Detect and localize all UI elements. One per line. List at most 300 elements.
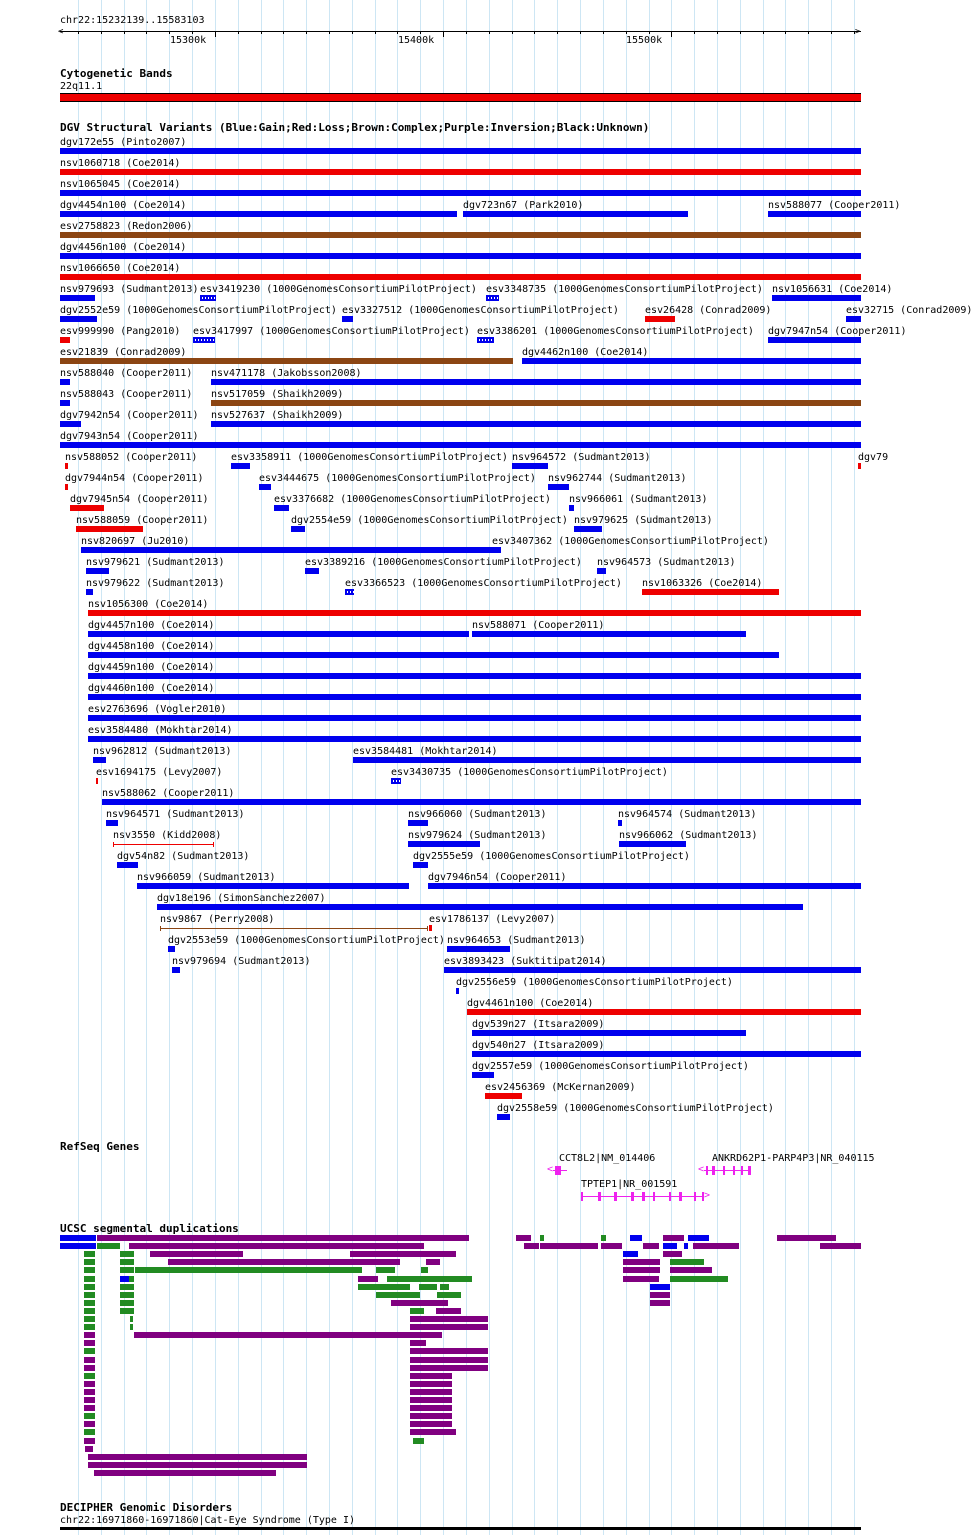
- ruler-minor-tick: [261, 31, 262, 34]
- segdup-feature[interactable]: [650, 1284, 670, 1290]
- dgv-feature-bar[interactable]: [70, 505, 104, 511]
- segdup-feature[interactable]: [391, 1300, 448, 1306]
- segdup-feature[interactable]: [670, 1267, 712, 1273]
- gridline: [785, 0, 786, 1535]
- segdup-feature[interactable]: [410, 1397, 452, 1403]
- ruler-right-arrow: >: [855, 27, 861, 37]
- dgv-feature-bar[interactable]: [86, 589, 93, 595]
- dgv-feature-bar[interactable]: [858, 463, 861, 469]
- gene-exon[interactable]: [581, 1192, 583, 1201]
- dgv-feature-bar[interactable]: [157, 904, 803, 910]
- dgv-feature-bar[interactable]: [618, 820, 622, 826]
- segdup-feature[interactable]: [426, 1259, 440, 1265]
- dgv-feature-bar[interactable]: [81, 547, 494, 553]
- segdup-feature[interactable]: [84, 1373, 95, 1379]
- segdup-track-title[interactable]: UCSC segmental duplications: [60, 1222, 239, 1235]
- segdup-feature[interactable]: [130, 1316, 133, 1322]
- gridline: [740, 0, 741, 1535]
- segdup-feature[interactable]: [120, 1251, 134, 1257]
- segdup-feature[interactable]: [60, 1243, 96, 1249]
- dgv-feature-bar[interactable]: [472, 1051, 861, 1057]
- segdup-feature[interactable]: [688, 1235, 709, 1241]
- segdup-feature[interactable]: [410, 1373, 452, 1379]
- dgv-feature-label: nsv962744 (Sudmant2013): [548, 473, 687, 484]
- segdup-feature[interactable]: [413, 1438, 424, 1444]
- segdup-feature[interactable]: [540, 1243, 598, 1249]
- dgv-feature-label: dgv2554e59 (1000GenomesConsortiumPilotProject): [291, 515, 568, 526]
- segdup-feature[interactable]: [410, 1429, 456, 1435]
- dgv-feature-bar[interactable]: [463, 211, 688, 217]
- segdup-feature[interactable]: [623, 1259, 660, 1265]
- decipher-track-title[interactable]: DECIPHER Genomic Disorders: [60, 1501, 233, 1514]
- dgv-feature-bar[interactable]: [408, 820, 428, 826]
- dgv-feature-bar[interactable]: [467, 1009, 861, 1015]
- dgv-feature-bar[interactable]: [60, 316, 97, 322]
- ruler-minor-tick: [192, 31, 193, 34]
- dgv-feature-mark: [195, 339, 196, 341]
- dgv-feature-bar[interactable]: [485, 1093, 522, 1099]
- segdup-feature[interactable]: [410, 1348, 488, 1354]
- segdup-feature[interactable]: [516, 1235, 531, 1241]
- segdup-feature[interactable]: [84, 1413, 95, 1419]
- dgv-feature-label: esv26428 (Conrad2009): [645, 305, 772, 316]
- dgv-feature-bar[interactable]: [569, 505, 574, 511]
- dgv-feature-mark: [198, 339, 199, 341]
- dgv-feature-end: [427, 926, 428, 931]
- segdup-feature[interactable]: [84, 1276, 95, 1282]
- dgv-feature-bar[interactable]: [117, 862, 138, 868]
- dgv-feature-label: nsv966061 (Sudmant2013): [569, 494, 708, 505]
- segdup-feature[interactable]: [88, 1462, 307, 1468]
- ruler-minor-tick: [124, 31, 125, 34]
- dgv-feature-label: dgv7943n54 (Cooper2011): [60, 431, 199, 442]
- dgv-feature-bar[interactable]: [102, 799, 861, 805]
- dgv-feature-bar[interactable]: [88, 715, 861, 721]
- gene-exon[interactable]: [669, 1192, 671, 1201]
- dgv-feature-bar[interactable]: [168, 946, 175, 952]
- dgv-feature-bar[interactable]: [305, 568, 319, 574]
- gridline: [238, 0, 239, 1535]
- dgv-feature-mark: [204, 339, 205, 341]
- dgv-feature-bar[interactable]: [274, 505, 289, 511]
- ruler-minor-tick: [352, 31, 353, 34]
- segdup-feature[interactable]: [60, 1235, 96, 1241]
- dgv-feature-bar[interactable]: [88, 736, 861, 742]
- dgv-feature-bar[interactable]: [137, 883, 409, 889]
- dgv-feature-bar[interactable]: [88, 610, 861, 616]
- gene-label: CCT8L2|NM_014406: [559, 1153, 656, 1164]
- segdup-feature[interactable]: [135, 1267, 362, 1273]
- dgv-feature-bar[interactable]: [88, 631, 469, 637]
- ruler-minor-tick: [557, 31, 558, 34]
- dgv-feature-label: dgv7947n54 (Cooper2011): [768, 326, 907, 337]
- segdup-feature[interactable]: [358, 1284, 410, 1290]
- dgv-feature-bar[interactable]: [60, 232, 861, 238]
- dgv-feature-bar[interactable]: [447, 946, 510, 952]
- dgv-feature-label: nsv1056631 (Coe2014): [772, 284, 893, 295]
- segdup-feature[interactable]: [120, 1259, 134, 1265]
- segdup-feature[interactable]: [84, 1365, 95, 1371]
- ruler-left-arrow: <: [58, 27, 64, 37]
- gene-exon[interactable]: [706, 1166, 708, 1175]
- dgv-feature-label: nsv962812 (Sudmant2013): [93, 746, 232, 757]
- dgv-feature-label: nsv979625 (Sudmant2013): [574, 515, 713, 526]
- ruler-minor-tick: [78, 31, 79, 34]
- segdup-feature[interactable]: [440, 1284, 449, 1290]
- dgv-feature-bar[interactable]: [768, 211, 861, 217]
- dgv-feature-label: esv2763696 (Vogler2010): [88, 704, 227, 715]
- dgv-feature-label: esv3584481 (Mokhtar2014): [353, 746, 498, 757]
- dgv-feature-label: esv3376682 (1000GenomesConsortiumPilotProject): [274, 494, 551, 505]
- segdup-feature[interactable]: [693, 1243, 739, 1249]
- segdup-feature[interactable]: [663, 1251, 682, 1257]
- dgv-feature-bar[interactable]: [772, 295, 861, 301]
- dgv-feature-bar[interactable]: [428, 883, 861, 889]
- dgv-feature-bar[interactable]: [472, 1072, 494, 1078]
- segdup-feature[interactable]: [129, 1284, 134, 1290]
- dgv-feature-bar[interactable]: [472, 631, 746, 637]
- segdup-feature[interactable]: [643, 1243, 659, 1249]
- dgv-feature-label: esv32715 (Conrad2009): [846, 305, 972, 316]
- dgv-feature-bar[interactable]: [408, 841, 480, 847]
- dgv-feature-label: esv3430735 (1000GenomesConsortiumPilotProject): [391, 767, 668, 778]
- ruler-tick-label: 15400k: [398, 35, 435, 46]
- segdup-feature[interactable]: [437, 1292, 461, 1298]
- dgv-feature-label: nsv966059 (Sudmant2013): [137, 872, 276, 883]
- segdup-feature[interactable]: [84, 1284, 95, 1290]
- segdup-feature[interactable]: [376, 1267, 395, 1273]
- dgv-feature-end: [160, 926, 161, 931]
- segdup-feature[interactable]: [168, 1259, 400, 1265]
- cytoband-bar[interactable]: [60, 93, 861, 102]
- segdup-feature[interactable]: [670, 1276, 728, 1282]
- dgv-feature-label: nsv588077 (Cooper2011): [768, 200, 901, 211]
- segdup-feature[interactable]: [130, 1324, 133, 1330]
- dgv-feature-mark: [201, 339, 202, 341]
- gene-exon[interactable]: [631, 1192, 634, 1201]
- dgv-feature-bar[interactable]: [492, 547, 501, 553]
- dgv-feature-mark: [399, 780, 400, 782]
- dgv-feature-bar[interactable]: [65, 463, 68, 469]
- segdup-feature[interactable]: [684, 1243, 688, 1249]
- dgv-feature-label: nsv979624 (Sudmant2013): [408, 830, 547, 841]
- dgv-feature-label: dgv4454n100 (Coe2014): [60, 200, 187, 211]
- segdup-feature[interactable]: [84, 1316, 95, 1322]
- segdup-feature[interactable]: [436, 1308, 461, 1314]
- dgv-feature-bar[interactable]: [353, 757, 861, 763]
- dgv-track-title[interactable]: DGV Structural Variants (Blue:Gain;Red:Loss;Brown:Complex;Purple:Inversion;Black:Unknown): [60, 121, 650, 134]
- dgv-feature-mark: [350, 591, 351, 593]
- ruler-minor-tick: [740, 31, 741, 34]
- dgv-feature-label: esv999990 (Pang2010): [60, 326, 181, 337]
- segdup-feature[interactable]: [84, 1397, 95, 1403]
- dgv-feature-mark: [353, 591, 354, 593]
- dgv-feature-label: dgv2555e59 (1000GenomesConsortiumPilotProject): [413, 851, 690, 862]
- dgv-feature-bar[interactable]: [93, 757, 106, 763]
- dgv-feature-mark: [393, 780, 394, 782]
- segdup-feature[interactable]: [85, 1446, 93, 1452]
- segdup-feature[interactable]: [88, 1454, 307, 1460]
- dgv-feature-label: esv3444675 (1000GenomesConsortiumPilotProject): [259, 473, 536, 484]
- segdup-feature[interactable]: [84, 1292, 95, 1298]
- segdup-feature[interactable]: [94, 1470, 276, 1476]
- ruler-minor-tick: [397, 31, 398, 34]
- dgv-feature-bar[interactable]: [512, 463, 548, 469]
- segdup-feature[interactable]: [410, 1340, 426, 1346]
- ruler-minor-tick: [101, 31, 102, 34]
- gridline: [854, 0, 855, 1535]
- segdup-feature[interactable]: [663, 1243, 677, 1249]
- dgv-feature-label: esv3348735 (1000GenomesConsortiumPilotProject): [486, 284, 763, 295]
- decipher-feature-bar[interactable]: [60, 1527, 861, 1530]
- dgv-feature-line[interactable]: [160, 928, 428, 929]
- dgv-feature-mark: [396, 780, 397, 782]
- dgv-feature-bar[interactable]: [172, 967, 180, 973]
- segdup-feature[interactable]: [134, 1332, 442, 1338]
- segdup-feature[interactable]: [84, 1340, 95, 1346]
- segdup-feature[interactable]: [84, 1429, 95, 1435]
- dgv-feature-label: nsv471178 (Jakobsson2008): [211, 368, 362, 379]
- dgv-feature-label: nsv517059 (Shaikh2009): [211, 389, 344, 400]
- dgv-feature-label: nsv1066650 (Coe2014): [60, 263, 181, 274]
- segdup-feature[interactable]: [410, 1389, 452, 1395]
- dgv-feature-bar[interactable]: [413, 862, 428, 868]
- gene-exon[interactable]: [694, 1192, 696, 1201]
- gene-exon[interactable]: [598, 1192, 601, 1201]
- segdup-feature[interactable]: [410, 1405, 452, 1411]
- dgv-feature-bar[interactable]: [60, 169, 861, 175]
- gridline: [763, 0, 764, 1535]
- dgv-feature-bar[interactable]: [60, 190, 861, 196]
- segdup-feature[interactable]: [410, 1357, 488, 1363]
- segdup-feature[interactable]: [670, 1259, 704, 1265]
- dgv-feature-bar[interactable]: [597, 568, 606, 574]
- gridline: [808, 0, 809, 1535]
- ruler-minor-tick: [717, 31, 718, 34]
- segdup-feature[interactable]: [84, 1267, 95, 1273]
- segdup-feature[interactable]: [358, 1276, 378, 1282]
- segdup-feature[interactable]: [387, 1276, 472, 1282]
- segdup-feature[interactable]: [540, 1235, 544, 1241]
- segdup-feature[interactable]: [630, 1235, 642, 1241]
- segdup-feature[interactable]: [650, 1300, 670, 1306]
- dgv-feature-label: dgv4459n100 (Coe2014): [88, 662, 215, 673]
- segdup-feature[interactable]: [623, 1251, 638, 1257]
- cytoband-track-title[interactable]: Cytogenetic Bands: [60, 67, 173, 80]
- segdup-feature[interactable]: [650, 1292, 670, 1298]
- segdup-feature[interactable]: [84, 1324, 95, 1330]
- dgv-feature-bar[interactable]: [86, 568, 109, 574]
- dgv-feature-label: nsv3550 (Kidd2008): [113, 830, 222, 841]
- segdup-feature[interactable]: [524, 1243, 539, 1249]
- dgv-feature-bar[interactable]: [60, 379, 70, 385]
- segdup-feature[interactable]: [150, 1251, 243, 1257]
- dgv-feature-label: dgv2553e59 (1000GenomesConsortiumPilotProject): [168, 935, 445, 946]
- dgv-feature-bar[interactable]: [60, 442, 861, 448]
- dgv-feature-bar[interactable]: [96, 778, 98, 784]
- segdup-feature[interactable]: [410, 1421, 452, 1427]
- strand-left-arrow: <: [698, 1164, 705, 1175]
- dgv-feature-bar[interactable]: [444, 967, 861, 973]
- segdup-feature[interactable]: [120, 1267, 134, 1273]
- segdup-feature[interactable]: [84, 1421, 95, 1427]
- dgv-feature-label: dgv4458n100 (Coe2014): [88, 641, 215, 652]
- gene-exon[interactable]: [741, 1166, 743, 1175]
- dgv-feature-mark: [205, 297, 206, 299]
- segdup-feature[interactable]: [84, 1405, 95, 1411]
- dgv-feature-bar[interactable]: [60, 400, 70, 406]
- gene-exon[interactable]: [555, 1166, 561, 1175]
- dgv-feature-bar[interactable]: [211, 421, 861, 427]
- dgv-feature-bar[interactable]: [548, 484, 569, 490]
- segdup-feature[interactable]: [84, 1308, 95, 1314]
- dgv-feature-label: dgv540n27 (Itsara2009): [472, 1040, 605, 1051]
- segdup-feature[interactable]: [410, 1308, 424, 1314]
- dgv-feature-bar[interactable]: [291, 526, 305, 532]
- dgv-feature-mark: [491, 297, 492, 299]
- segdup-feature[interactable]: [120, 1300, 134, 1306]
- dgv-feature-bar[interactable]: [60, 358, 513, 364]
- dgv-feature-label: nsv9867 (Perry2008): [160, 914, 275, 925]
- segdup-feature[interactable]: [129, 1243, 424, 1249]
- dgv-feature-bar[interactable]: [429, 925, 432, 931]
- dgv-feature-bar[interactable]: [60, 421, 81, 427]
- segdup-feature[interactable]: [84, 1348, 95, 1354]
- dgv-feature-bar[interactable]: [211, 379, 861, 385]
- gene-exon[interactable]: [733, 1166, 735, 1175]
- dgv-feature-bar[interactable]: [846, 316, 861, 322]
- segdup-feature[interactable]: [410, 1381, 452, 1387]
- cytoband-label: 22q11.1: [60, 81, 103, 92]
- dgv-feature-bar[interactable]: [619, 841, 686, 847]
- dgv-feature-bar[interactable]: [106, 820, 118, 826]
- dgv-feature-bar[interactable]: [60, 211, 457, 217]
- dgv-feature-bar[interactable]: [497, 1114, 510, 1120]
- ruler-minor-tick: [580, 31, 581, 34]
- segdup-feature[interactable]: [410, 1413, 452, 1419]
- gene-exon[interactable]: [748, 1166, 751, 1175]
- dgv-feature-bar[interactable]: [88, 652, 779, 658]
- dgv-feature-bar[interactable]: [76, 526, 143, 532]
- ruler-minor-tick: [649, 31, 650, 34]
- ruler-tick-label: 15500k: [626, 35, 663, 46]
- dgv-feature-bar[interactable]: [645, 316, 675, 322]
- segdup-feature[interactable]: [663, 1235, 684, 1241]
- segdup-feature[interactable]: [84, 1389, 95, 1395]
- gene-exon[interactable]: [679, 1192, 682, 1201]
- segdup-feature[interactable]: [84, 1381, 95, 1387]
- dgv-feature-label: dgv723n67 (Park2010): [463, 200, 584, 211]
- segdup-feature[interactable]: [84, 1251, 95, 1257]
- segdup-feature[interactable]: [350, 1251, 456, 1257]
- segdup-feature[interactable]: [623, 1276, 659, 1282]
- segdup-feature[interactable]: [376, 1292, 420, 1298]
- dgv-feature-bar[interactable]: [60, 295, 95, 301]
- dgv-feature-bar[interactable]: [456, 988, 459, 994]
- dgv-feature-bar[interactable]: [522, 358, 861, 364]
- segdup-feature[interactable]: [84, 1438, 95, 1444]
- dgv-feature-line[interactable]: [113, 844, 214, 845]
- dgv-feature-bar[interactable]: [472, 1030, 746, 1036]
- segdup-feature[interactable]: [410, 1316, 488, 1322]
- dgv-feature-mark: [491, 339, 492, 341]
- ruler-minor-tick: [694, 31, 695, 34]
- gene-exon[interactable]: [712, 1166, 715, 1175]
- segdup-feature[interactable]: [84, 1357, 95, 1363]
- ruler-minor-tick: [375, 31, 376, 34]
- dgv-feature-bar[interactable]: [60, 253, 861, 259]
- dgv-feature-bar[interactable]: [231, 463, 250, 469]
- segdup-feature[interactable]: [820, 1243, 861, 1249]
- dgv-feature-bar[interactable]: [88, 694, 861, 700]
- gene-exon[interactable]: [642, 1192, 645, 1201]
- dgv-feature-label: dgv7942n54 (Cooper2011): [60, 410, 199, 421]
- segdup-feature[interactable]: [97, 1243, 120, 1249]
- segdup-feature[interactable]: [419, 1284, 437, 1290]
- segdup-feature[interactable]: [421, 1267, 428, 1273]
- dgv-feature-label: esv3417997 (1000GenomesConsortiumPilotProject): [193, 326, 470, 337]
- gridline: [717, 0, 718, 1535]
- segdup-feature[interactable]: [129, 1276, 134, 1282]
- segdup-feature[interactable]: [120, 1308, 134, 1314]
- dgv-feature-label: nsv588062 (Cooper2011): [102, 788, 235, 799]
- dgv-feature-label: nsv966062 (Sudmant2013): [619, 830, 758, 841]
- segdup-feature[interactable]: [120, 1292, 134, 1298]
- segdup-feature[interactable]: [777, 1235, 836, 1241]
- segdup-feature[interactable]: [601, 1243, 622, 1249]
- segdup-feature[interactable]: [120, 1276, 129, 1282]
- ruler-minor-tick: [534, 31, 535, 34]
- strand-left-arrow: <: [547, 1164, 554, 1175]
- dgv-feature-label: esv3327512 (1000GenomesConsortiumPilotProject): [342, 305, 619, 316]
- segdup-feature[interactable]: [84, 1300, 95, 1306]
- dgv-feature-bar[interactable]: [88, 673, 861, 679]
- segdup-feature[interactable]: [623, 1267, 660, 1273]
- dgv-feature-bar[interactable]: [259, 484, 271, 490]
- gene-exon[interactable]: [653, 1192, 655, 1201]
- dgv-feature-bar[interactable]: [60, 337, 70, 343]
- dgv-feature-label: nsv527637 (Shaikh2009): [211, 410, 344, 421]
- ruler-minor-tick: [763, 31, 764, 34]
- segdup-feature[interactable]: [410, 1324, 488, 1330]
- ruler-minor-tick: [169, 31, 170, 34]
- dgv-feature-bar[interactable]: [342, 316, 353, 322]
- dgv-feature-bar[interactable]: [60, 274, 861, 280]
- dgv-feature-label: dgv7946n54 (Cooper2011): [428, 872, 567, 883]
- refseq-track-title[interactable]: RefSeq Genes: [60, 1140, 140, 1153]
- gridline: [306, 0, 307, 1535]
- dgv-feature-bar[interactable]: [60, 148, 861, 154]
- segdup-feature[interactable]: [601, 1235, 606, 1241]
- dgv-feature-label: dgv2552e59 (1000GenomesConsortiumPilotProject): [60, 305, 337, 316]
- segdup-feature[interactable]: [97, 1235, 469, 1241]
- dgv-feature-label: dgv4460n100 (Coe2014): [88, 683, 215, 694]
- gene-exon[interactable]: [723, 1166, 725, 1175]
- dgv-feature-bar[interactable]: [574, 526, 602, 532]
- segdup-feature[interactable]: [84, 1259, 95, 1265]
- dgv-feature-bar[interactable]: [211, 400, 861, 406]
- dgv-feature-label: dgv539n27 (Itsara2009): [472, 1019, 605, 1030]
- ruler-minor-tick: [466, 31, 467, 34]
- dgv-feature-bar[interactable]: [65, 484, 68, 490]
- dgv-feature-mark: [488, 339, 489, 341]
- dgv-feature-label: nsv588071 (Cooper2011): [472, 620, 605, 631]
- gene-exon[interactable]: [614, 1192, 617, 1201]
- segdup-feature[interactable]: [84, 1332, 95, 1338]
- dgv-feature-bar[interactable]: [642, 589, 779, 595]
- segdup-feature[interactable]: [410, 1365, 488, 1371]
- dgv-feature-bar[interactable]: [768, 337, 861, 343]
